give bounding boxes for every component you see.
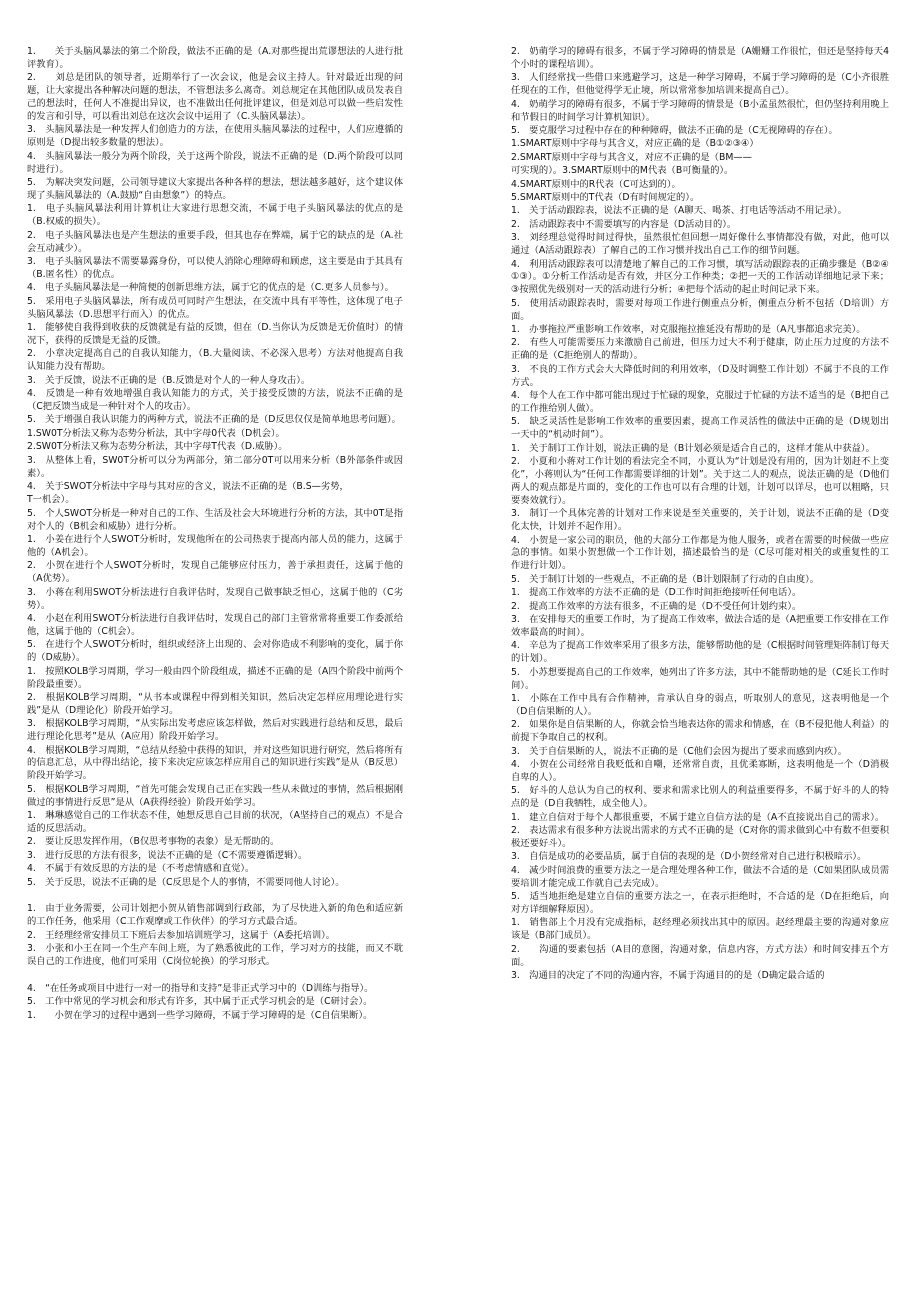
question-paragraph: T一机会）。 (27, 494, 75, 506)
question-paragraph: 3. 自信是成功的必要品质，属于自信的表现的是（D小贺经常对自己进行积极暗示）。 (511, 851, 867, 863)
question-paragraph: 3. 从整体上看，SW0T分析可以分为两部分，第二部分0T可以用来分析（B外部条件或因素）。 (27, 454, 403, 479)
question-paragraph: 1. 小姜在进行个人SWOT分析时，发现他所在的公司热衷于提高内部人员的能力，这属于他的（A机会）。 (27, 534, 403, 558)
question-paragraph: 可实现的）。3.SMART原则中的M代表（B可衡量的）。 (511, 165, 734, 177)
question-paragraph: 5. 关于反思，说法不正确的是（C反思是个人的事情，不需要同他人讨论）。 (27, 876, 345, 888)
question-paragraph: 3. 制订一个具体完善的计划对工作来说是至关重要的，关于计划，说法不正确的是（D变化太快，计划并不起作用）。 (511, 508, 889, 533)
question-paragraph: 4. 不属于有效反思的方法的是（不考虑情感和直觉）。 (27, 863, 255, 875)
question-paragraph: 5. 为解决突发问题，公司领导建议大家提出各种各样的想法，想法越多越好，这个建议体现了头脑风暴法的（A.鼓励“自由想象”）的特点。 (27, 177, 403, 201)
question-paragraph: 3. 小蒋在利用SWOT分析法进行自我评估时，发现自己做事缺乏恒心，这属于他的（C劣势）。 (27, 586, 403, 611)
question-paragraph: 3. 人们经常找一些借口来逃避学习，这是一种学习障碍，不属于学习障碍的是（C小齐很胜任现在的工作，但他觉得学无止境，所以常常参加培训来提高自己）。 (511, 72, 889, 97)
question-paragraph: 1. 由于业务需要，公司计划把小贺从销售部调到行政部，为了尽快进入新的角色和适应新的工作任务，他采用（C工作观摩或工作伙伴）的学习方式最合适。 (27, 903, 403, 928)
question-paragraph: 1.SW0T分析法又称为态势分析法，其中字母0代表（D机会）。 (27, 427, 285, 439)
question-paragraph: 5. 使用活动跟踪表时，需要对每项工作进行侧重点分析，侧重点分析不包括（D培训）方面。 (511, 297, 889, 322)
question-paragraph: 2. 表达需求有很多种方法说出需求的方式不正确的是（C对你的需求做到心中有数不但要积极还要好斗）。 (511, 824, 889, 849)
question-paragraph: 2. 小章决定提高自己的自我认知能力，（B.大量阅读、不必深入思考）方法对他提高自我认知能力没有帮助。 (27, 348, 403, 373)
question-paragraph: 2. 刘总是团队的领导者，近期举行了一次会议，他是会议主持人。针对最近出现的问题，让大家提出各种解决问题的想法，不管想法多么离奇。刘总规定在其他团队成员发表自己的想法时，任何人不准提出异议，也不准做出任何批评建议，但是刘总可以做一些启发性的发言和引导，可以看出刘总在这次会议中运用了（C.头脑风暴法）。 (27, 72, 403, 123)
question-paragraph: 5. 采用电子头脑风暴法，所有成员可同时产生想法，在交流中具有平等性，这体现了电子头脑风暴法（D.思想平行而入）的优点。 (27, 295, 403, 320)
question-paragraph: 3. 刘经理总觉得时间过得快，虽然很忙但回想一周好像什么事情都没有做，对此，他可以通过（A活动跟踪表）了解自己的工作习惯并找出自己工作的细节问题。 (511, 232, 889, 257)
question-paragraph: 1. 电子头脑风暴法利用计算机让大家进行思想交流，不属于电子头脑风暴法的优点的是（B.权威的损失）。 (27, 203, 403, 228)
question-paragraph: 1. 销售部上个月没有完成指标，赵经理必须找出其中的原因。赵经理最主要的沟通对象应该是（B部门成员）。 (511, 917, 889, 942)
question-paragraph: 3. 进行反思的方法有很多，说法不正确的是（C不需要遵循逻辑）。 (27, 849, 308, 861)
question-paragraph: 3. 关于自信果断的人，说法不正确的是（C他们会因为提出了要求而感到内疚）。 (511, 745, 848, 757)
question-paragraph: 3. 根据KOLB学习周期，“从实际出发考虑应该怎样做，然后对实践进行总结和反思，最后进行理论化思考”是从（A应用）阶段开始学习。 (27, 718, 403, 743)
question-paragraph: 5. 个人SWOT分析是一种对自己的工作、生活及社会大环境进行分析的方法，其中0T是指对个人的（B机会和威胁）进行分析。 (27, 507, 403, 532)
question-paragraph: 1. 关于制订工作计划，说法正确的是（B计划必须是适合自己的，这样才能从中获益）。 (511, 442, 875, 454)
question-paragraph: 1.SMART原则中字母与其含义，对应正确的是（B①②③④） (511, 138, 759, 150)
question-paragraph: 5. 好斗的人总认为自己的权利、要求和需求比别人的利益重要得多，不属于好斗的人的特点的是（D自我牺牲，成全他人）。 (511, 785, 889, 810)
question-paragraph: 5. 根据KOLB学习周期，“首先可能会发现自己正在实践一些从未做过的事情，然后根据刚做过的事情进行反思”是从（A获得经验）阶段开始学习。 (27, 783, 403, 808)
question-paragraph: 2. 沟通的要素包括（A目的意图，沟通对象，信息内容，方式方法）和时间安排五个方面。 (511, 943, 889, 968)
question-paragraph: 1. 按照KOLB学习周期，学习一般由四个阶段组成，描述不正确的是（A四个阶段中前两个阶段最重要）。 (27, 665, 403, 690)
question-paragraph: 4. 小贺是一家公司的职员，他的大部分工作都是为他人服务，或者在需要的时候做一些应急的事情。如果小贺想做一个工作计划，描述最恰当的是（C尽可能对相关的或重复性的工作进行计划）。 (511, 534, 889, 572)
question-paragraph: 4. 反馈是一种有效地增强自我认知能力的方式，关于接受反馈的方法，说法不正确的是（C把反馈当成是一种针对个人的攻击）。 (27, 388, 403, 412)
question-paragraph: 4. 电子头脑风暴法是一种简便的创新思维方法，属于它的优点的是（C.更多人员参与）。 (27, 282, 394, 294)
question-paragraph: 4. 小赵在利用SWOT分析法进行自我评估时，发现自己的部门主管常常将重要工作委派给他，这属于他的（C机会）。 (27, 612, 403, 637)
question-paragraph: 4. “在任务或项目中进行一对一的指导和支持”是非正式学习中的（D训练与指导）。 (27, 982, 374, 994)
question-paragraph: 4. 根据KOLB学习周期，“总结从经验中获得的知识，并对这些知识进行研究，然后将所有的信息汇总，从中得出结论，接下来决定应该怎样应用自己的知识进行实践”是从（B反思）阶段开始学习。 (27, 744, 403, 782)
question-paragraph: 3. 头脑风暴法是一种发挥人们创造力的方法，在使用头脑风暴法的过程中，人们应遵循的原则是（D提出较多数量的想法）。 (27, 124, 403, 149)
question-paragraph: 2. 电子头脑风暴法也是产生想法的重要手段，但其也存在弊端，属于它的缺点的是（A.社会互动减少）。 (27, 229, 403, 254)
question-paragraph: 1. 关于头脑风暴法的第二个阶段，做法不正确的是（A.对那些提出荒谬想法的人进行批评教育）。 (27, 46, 403, 70)
question-paragraph: 5. 小苏想要提高自己的工作效率，她列出了许多方法，其中不能帮助她的是（C延长工作时间）。 (511, 666, 889, 691)
question-paragraph: 2. 如果你是自信果断的人，你就会恰当地表达你的需求和情感，在（B不侵犯他人利益）的前提下争取自己的权利。 (511, 719, 889, 744)
question-paragraph: 2. 根据KOLB学习周期，“从书本或课程中得到相关知识，然后决定怎样应用理论进行实践”是从（D理论化）阶段开始学习。 (27, 691, 403, 716)
question-paragraph: 2. 小贺在进行个人SWOT分析时，发现自己能够应付压力，善于承担责任，这属于他的（A优势）。 (27, 560, 403, 585)
question-paragraph: 3. 小张和小王在同一个生产车间上班，为了熟悉彼此的工作，学习对方的技能，而又不耽误自己的工作进度，他们可采用（C岗位轮换）的学习形式。 (27, 943, 403, 968)
question-paragraph: 5. 工作中常见的学习机会和形式有许多，其中属于正式学习机会的是（C研讨会）。 (27, 996, 373, 1008)
question-paragraph: 4. 辛总为了提高工作效率采用了很多方法，能够帮助他的是（C根据时间管理矩阵制订每天的计划）。 (511, 640, 889, 665)
question-paragraph: 4. 每个人在工作中都可能出现过于忙碌的现象，克服过于忙碌的方法不适当的是（B把自己的工作推给别人做）。 (511, 390, 889, 414)
question-paragraph: 3. 沟通目的决定了不同的沟通内容，不属于沟通目的的是（D确定最合适的 (511, 969, 825, 981)
question-paragraph: 5. 在进行个人SWOT分析时，组织或经济上出现的、会对你造成不利影响的变化，属于你的（D威胁）。 (27, 639, 403, 664)
question-paragraph: 2.SMART原则中字母与其含义，对应不正确的是（BM—— (511, 151, 752, 163)
question-paragraph (27, 890, 403, 903)
question-paragraph: 1. 小陈在工作中具有合作精神，肯承认自身的弱点，听取别人的意见，这表明他是一个（D自信果断的人）。 (511, 692, 889, 717)
question-paragraph: 1. 建立自信对于每个人都很重要，不属于建立自信方法的是（A不直接说出自己的需求）。 (511, 811, 885, 823)
question-paragraph: 1. 琳琳感觉自己的工作状态不佳，她想反思自己目前的状况，（A坚持自己的观点）不是合适的反思活动。 (27, 810, 403, 834)
question-paragraph (27, 969, 403, 982)
question-paragraph: 2. 要让反思发挥作用，（B仅思考事物的表象）是无帮助的。 (27, 836, 280, 848)
question-paragraph: 3. 在安排每天的重要工作时，为了提高工作效率，做法合适的是（A把重要工作安排在工作效率最高的时间）。 (511, 613, 889, 638)
question-paragraph: 4. 减少时间浪费的重要方法之一是合理处理各种工作，做法不合适的是（C如果团队成员需要培训才能完成工作就自己去完成）。 (511, 864, 889, 889)
question-paragraph: 4. 小贺在公司经常自我贬低和自嘲，还常常自责，且优柔寡断，这表明他是一个（D消极自卑的人）。 (511, 758, 889, 783)
question-paragraph: 1. 提高工作效率的方法不正确的是（D工作时间拒绝接听任何电话）。 (511, 587, 802, 599)
question-paragraph: 1. 小贺在学习的过程中遇到一些学习障碍，不属于学习障碍的是（C自信果断）。 (27, 1009, 373, 1021)
question-paragraph: 5. 关于增强自我认识能力的两种方式，说法不正确的是（D反思仅仅是简单地思考问题）。 (27, 414, 401, 426)
question-paragraph: 4. 利用活动跟踪表可以清楚地了解自己的工作习惯，填写活动跟踪表的正确步骤是（B②④①③）。①分析工作活动是否有效，并区分工作种类；②把一天的工作活动详细地记录下来；③按照优先级别对一天的活动进行分析；④把每个活动的起止时间记录下来。 (511, 258, 889, 296)
question-paragraph: 2.SW0T分析法又称为态势分析法，其中字母T代表（D.威胁）。 (27, 441, 288, 453)
question-paragraph: 2. 提高工作效率的方法有很多，不正确的是（D不受任何计划约束）。 (511, 600, 802, 612)
question-paragraph: 1. 关于活动跟踪表，说法不正确的是（A聊天、喝茶、打电话等活动不用记录）。 (511, 205, 847, 217)
question-paragraph: 3. 关于反馈，说法不正确的是（B.反馈是对个人的一种人身攻击）。 (27, 374, 311, 386)
question-paragraph: 4. 奶萌学习的障碍有很多，不属于学习障碍的情景是（B小孟虽然很忙，但仍坚持利用晚上和节假日的时间学习计算机知识）。 (511, 98, 889, 123)
question-paragraph: 5. 适当地拒绝是建立自信的重要方法之一，在表示拒绝时，不合适的是（D在拒绝后，向对方详细解释原因）。 (511, 891, 889, 915)
question-paragraph: 5.SMART原则中的T代表（D有时间规定的）。 (511, 191, 700, 203)
question-paragraph: 4.SMART原则中的R代表（C可达到的）。 (511, 178, 681, 190)
question-paragraph: 1. 办事拖拉严重影响工作效率，对克服拖拉推延没有帮助的是（A凡事都追求完美）。 (511, 324, 866, 336)
question-paragraph: 2. 奶萌学习的障碍有很多，不属于学习障碍的情景是（A姗姗工作很忙，但还是坚持每天4个小时的课程培训）。 (511, 46, 889, 70)
right-column (511, 46, 889, 983)
question-paragraph: 2. 小夏和小蒋对工作计划的看法完全不同，小夏认为“计划是没有用的，因为计划赶不上变化”，小蒋则认为“任何工作都需要详细的计划”。关于这二人的观点，说法正确的是（D他们两人的观点都是片面的，变化的工作也可以有合理的计划，计划可以详尽，也可以粗略，只要奏效就行）。 (511, 456, 889, 506)
question-paragraph: 3. 电子头脑风暴法不需要暴露身份，可以使人消除心理障碍和顾虑，这主要是由于其具有（B.匿名性）的优点。 (27, 256, 403, 280)
question-paragraph: 3. 不良的工作方式会大大降低时间的利用效率，（D及时调整工作计划）不属于不良的工作方式。 (511, 363, 889, 388)
question-paragraph: 2. 王经理经常安排员工下班后去参加培训班学习，这属于（A委托培训）。 (27, 929, 336, 941)
question-paragraph: 5. 缺乏灵活性是影响工作效率的重要因素，提高工作灵活性的做法中正确的是（D规划出一天中的“机动时间”）。 (511, 416, 889, 441)
question-paragraph: 1. 能够使自我得到收获的反馈就是有益的反馈，但在（D.当你认为反馈是无价值时）的情况下，获得的反馈是无益的反馈。 (27, 322, 403, 346)
left-column (27, 46, 403, 1023)
question-paragraph: 5. 关于制订计划的一些观点，不正确的是（B计划限制了行动的自由度）。 (511, 573, 820, 585)
question-paragraph: 5. 要克服学习过程中存在的种种障碍，做法不正确的是（C无视障碍的存在）。 (511, 124, 838, 136)
question-paragraph: 4. 头脑风暴法一般分为两个阶段，关于这两个阶段，说法不正确的是（D.两个阶段可以同时进行）。 (27, 150, 403, 175)
question-paragraph: 2. 活动跟踪表中不需要填写的内容是（D活动目的）。 (511, 218, 737, 230)
question-paragraph: 4. 关于SWOT分析法中字母与其对应的含义，说法不正确的是（B.S—劣势， (27, 480, 349, 492)
question-paragraph: 2. 有些人可能需要压力来激励自己前进，但压力过大不利于健康，防止压力过度的方法不正确的是（C拒绝别人的帮助）。 (511, 337, 889, 362)
